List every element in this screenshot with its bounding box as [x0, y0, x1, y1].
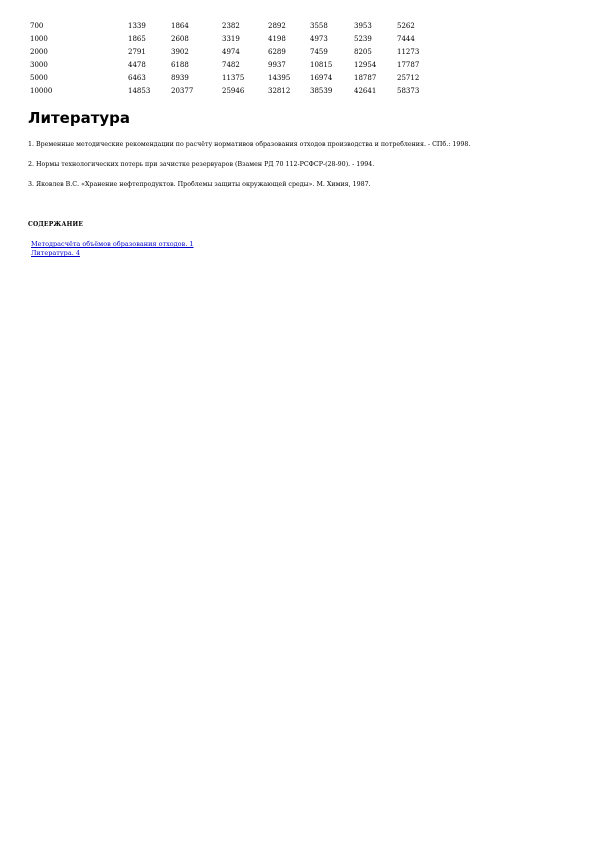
table-cell: 2791	[128, 48, 146, 56]
literature-item: 3. Яковлев В.С. «Хранение нефтепродуктов. Проблемы защиты окружающей среды». М. Химия, 1987.	[28, 181, 371, 188]
table-cell: 3558	[310, 22, 328, 30]
literature-item: 2. Нормы технологических потерь при зачистке резервуаров (Взамен РД 70 112-РСФСР-(28-90). - 1994.	[28, 161, 375, 168]
table-cell: 8205	[354, 48, 372, 56]
table-row	[30, 46, 437, 59]
table-cell: 3953	[354, 22, 372, 30]
table-cell: 14853	[128, 87, 151, 95]
table-cell: 17787	[397, 61, 420, 69]
table-row	[30, 59, 437, 72]
table-cell: 6188	[171, 61, 189, 69]
table-cell: 6463	[128, 74, 146, 82]
table-cell: 1864	[171, 22, 189, 30]
table-cell: 1000	[30, 35, 48, 43]
table-cell: 6289	[268, 48, 286, 56]
table-row	[30, 85, 437, 98]
table-cell: 20377	[171, 87, 194, 95]
table-cell: 12954	[354, 61, 377, 69]
table-cell: 2608	[171, 35, 189, 43]
table-cell: 4974	[222, 48, 240, 56]
data-table	[30, 20, 437, 98]
table-cell: 2000	[30, 48, 48, 56]
table-cell: 5262	[397, 22, 415, 30]
table-cell: 3319	[222, 35, 240, 43]
table-cell: 1865	[128, 35, 146, 43]
table-cell: 1339	[128, 22, 146, 30]
contents-list	[31, 240, 194, 258]
table-cell: 4973	[310, 35, 328, 43]
table-cell: 42641	[354, 87, 377, 95]
table-cell: 11273	[397, 48, 420, 56]
table-cell: 8939	[171, 74, 189, 82]
table-cell: 3000	[30, 61, 48, 69]
table-cell: 4198	[268, 35, 286, 43]
table-cell: 38539	[310, 87, 333, 95]
table-cell: 2892	[268, 22, 286, 30]
table-cell: 7459	[310, 48, 328, 56]
literature-list	[28, 140, 568, 200]
table-cell: 25712	[397, 74, 420, 82]
table-row	[30, 72, 437, 85]
literature-item: 1. Временные методические рекомендации по расчёту нормативов образования отходов производства и потребления. - СПб.: 1998.	[28, 141, 471, 148]
table-cell: 7444	[397, 35, 415, 43]
contents-link-literature[interactable]: Литература. 4	[31, 249, 80, 257]
table-cell: 9937	[268, 61, 286, 69]
table-cell: 58373	[397, 87, 420, 95]
table-cell: 11375	[222, 74, 245, 82]
table-cell: 10815	[310, 61, 333, 69]
table-cell: 5000	[30, 74, 48, 82]
table-row	[30, 20, 437, 33]
table-cell: 25946	[222, 87, 245, 95]
table-cell: 32812	[268, 87, 291, 95]
table-cell: 4478	[128, 61, 146, 69]
table-cell: 5239	[354, 35, 372, 43]
table-cell: 3902	[171, 48, 189, 56]
table-cell: 10000	[30, 87, 53, 95]
table-row	[30, 33, 437, 46]
table-cell: 16974	[310, 74, 333, 82]
contents-link-method[interactable]: Методрасчёта объёмов образования отходов. 1	[31, 240, 194, 248]
table-cell: 700	[30, 22, 44, 30]
table-cell: 14395	[268, 74, 291, 82]
contents-item	[31, 249, 194, 258]
table-cell: 7482	[222, 61, 240, 69]
contents-item	[31, 240, 194, 249]
table-cell: 18787	[354, 74, 377, 82]
table-cell: 2382	[222, 22, 240, 30]
contents-heading: СОДЕРЖАНИЕ	[28, 221, 84, 228]
literature-heading: Литература	[28, 109, 131, 127]
